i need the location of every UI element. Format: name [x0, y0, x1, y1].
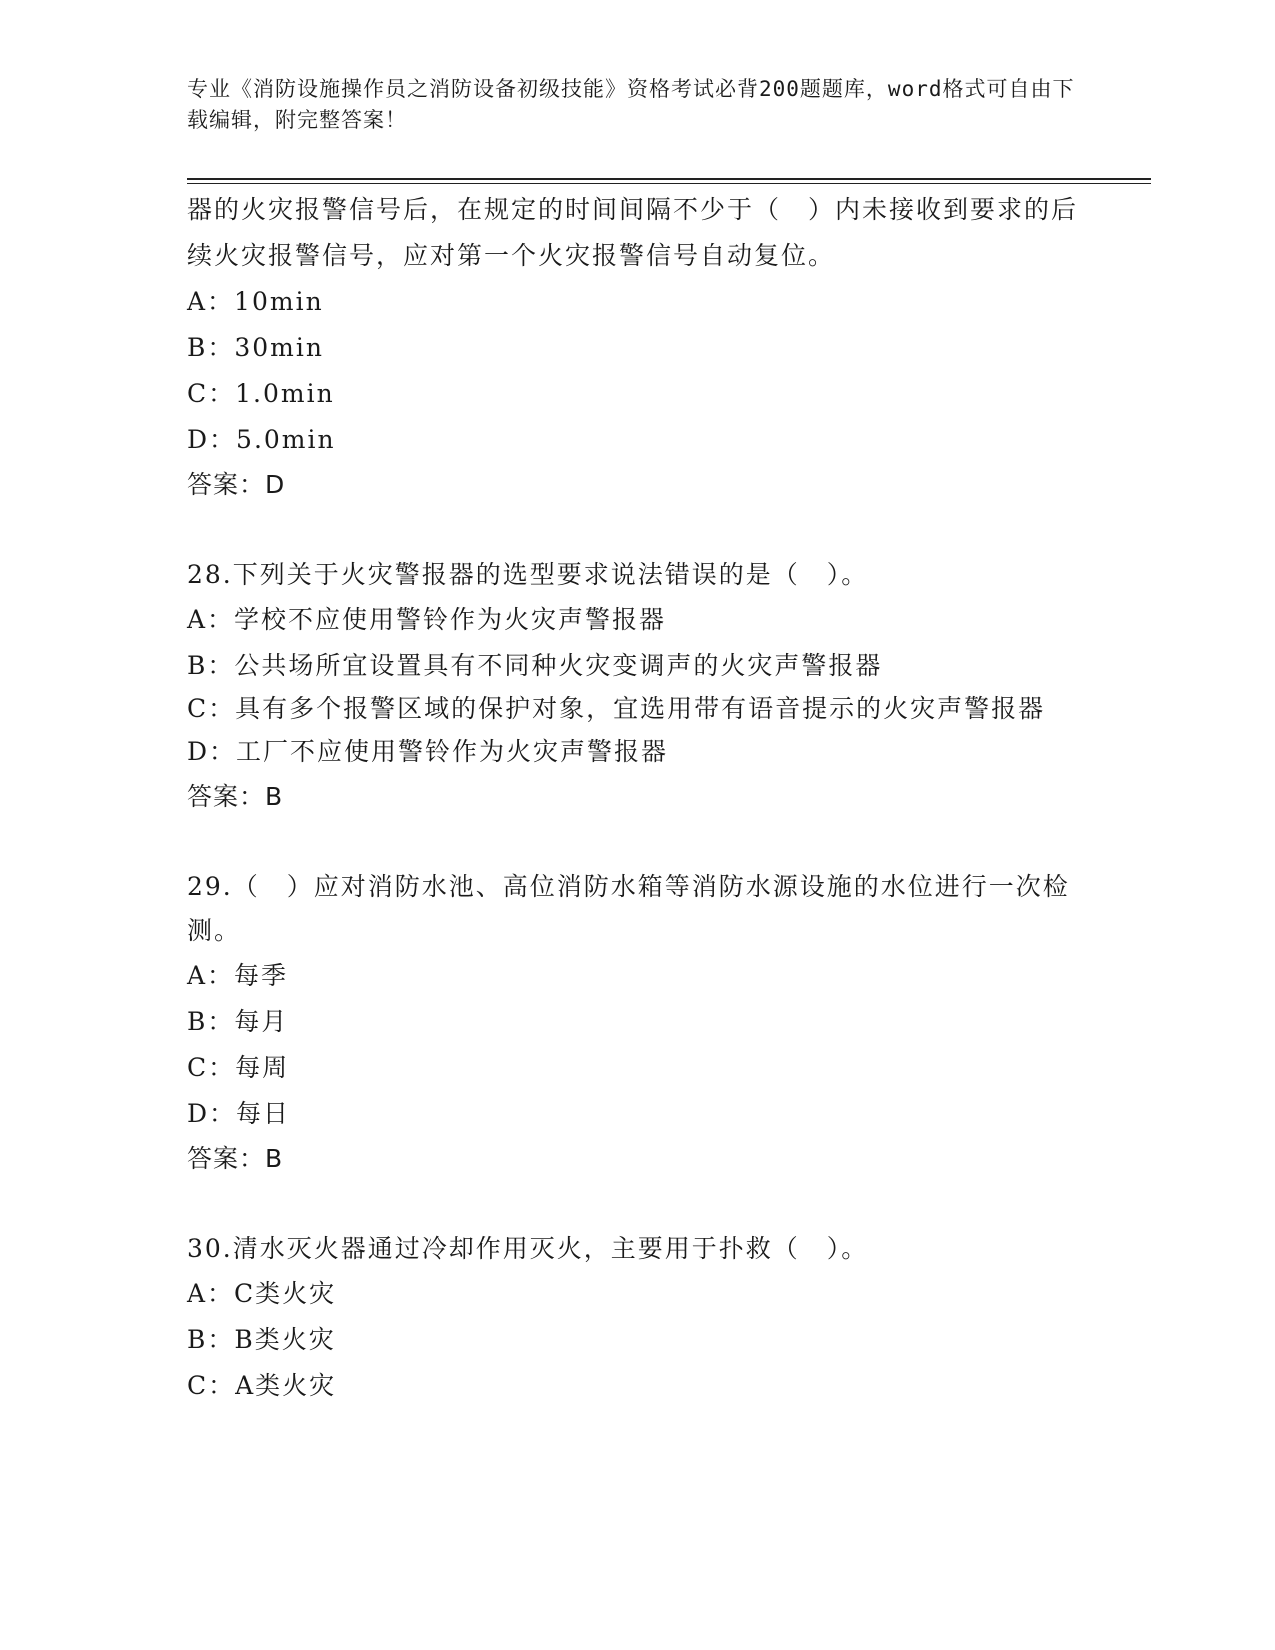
- header-title: 专业《消防设施操作员之消防设备初级技能》资格考试必背200题题库，word格式可自由下载编辑，附完整答案！: [187, 77, 1075, 132]
- question-27: [187, 187, 1087, 507]
- question-30: [187, 1227, 1087, 1409]
- option-a: A：学校不应使用警铃作为火灾声警报器: [187, 605, 667, 634]
- option-b: B：B类火灾: [187, 1325, 336, 1354]
- question-text: 器的火灾报警信号后，在规定的时间间隔不少于（ ）内未接收到要求的后续火灾报警信号，应对第一个火灾报警信号自动复位。: [187, 195, 1079, 270]
- option-b: B：公共场所宜设置具有不同种火灾变调声的火灾声警报器: [187, 651, 883, 680]
- question-list: [187, 187, 1087, 1409]
- option-a: A：每季: [187, 961, 289, 990]
- option-d: D：工厂不应使用警铃作为火灾声警报器: [187, 737, 669, 766]
- option-a: A：10min: [187, 287, 324, 316]
- question-text: 28.下列关于火灾警报器的选型要求说法错误的是（ ）。: [187, 560, 869, 589]
- header-divider-thin: [187, 183, 1151, 184]
- option-b: B：每月: [187, 1007, 289, 1036]
- option-a: A：C类火灾: [187, 1279, 337, 1308]
- question-28: [187, 553, 1087, 819]
- answer-line: 答案：B: [187, 782, 284, 811]
- question-text: 30.清水灭火器通过冷却作用灭火，主要用于扑救（ ）。: [187, 1234, 869, 1263]
- option-c: C：每周: [187, 1053, 290, 1082]
- answer-line: 答案：D: [187, 470, 286, 499]
- option-c: C：1.0min: [187, 379, 335, 408]
- question-29: [187, 865, 1087, 1181]
- option-b: B：30min: [187, 333, 324, 362]
- option-d: D：每日: [187, 1099, 291, 1128]
- question-text: 29.（ ）应对消防水池、高位消防水箱等消防水源设施的水位进行一次检测。: [187, 872, 1070, 945]
- header-divider-thick: [187, 178, 1151, 180]
- option-d: D：5.0min: [187, 425, 336, 454]
- option-c: C：A类火灾: [187, 1371, 337, 1400]
- document-header: [187, 74, 1087, 136]
- option-c: C：具有多个报警区域的保护对象，宜选用带有语音提示的火灾声警报器: [187, 694, 1046, 723]
- answer-line: 答案：B: [187, 1144, 284, 1173]
